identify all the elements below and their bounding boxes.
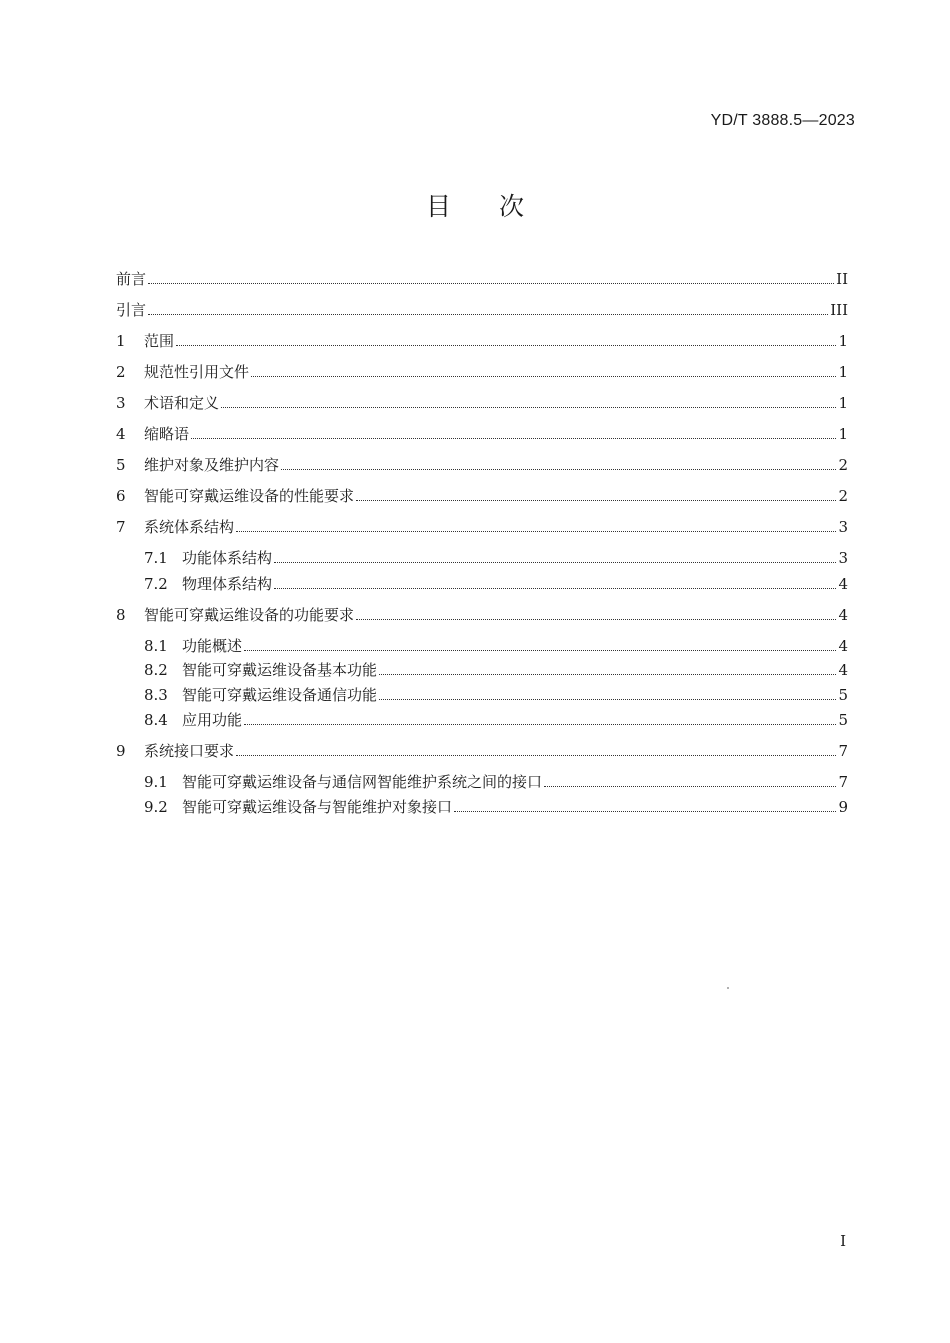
title-char-1: 目: [425, 192, 451, 221]
dot-leader: [176, 345, 836, 346]
page-number: I: [840, 1232, 846, 1250]
toc-entry[interactable]: [116, 392, 848, 414]
toc-subentry[interactable]: [144, 684, 848, 706]
toc-entry-label: 智能可穿戴运维设备通信功能: [182, 686, 378, 704]
toc-entry-number: 7: [116, 518, 126, 536]
document-code: YD/T 3888.5—2023: [710, 112, 855, 129]
toc-entry-page: 1: [838, 394, 848, 412]
toc-entry[interactable]: [116, 268, 848, 290]
toc-entry-page: 4: [838, 661, 848, 679]
dot-leader: [379, 699, 836, 700]
toc-entry-number: 8: [116, 606, 126, 624]
toc-subentry[interactable]: [144, 659, 848, 681]
toc-entry-label: 范围: [144, 332, 175, 350]
dot-leader: [454, 811, 836, 812]
toc-entry-page: 1: [838, 363, 848, 381]
toc-entry-page: 1: [838, 425, 848, 443]
toc-entry-page: 3: [838, 549, 848, 567]
toc-entry-label: 功能概述: [182, 637, 243, 655]
toc-subentry[interactable]: [144, 635, 848, 657]
dot-leader: [281, 469, 836, 470]
toc-entry-page: 1: [838, 332, 848, 350]
toc-entry-label: 智能可穿戴运维设备基本功能: [182, 661, 378, 679]
toc-entry-label: 智能可穿戴运维设备与智能维护对象接口: [182, 798, 453, 816]
toc-entry[interactable]: [116, 330, 848, 352]
toc-entry-label: 维护对象及维护内容: [144, 456, 280, 474]
toc-entry[interactable]: [116, 485, 848, 507]
toc-entry-number: 9: [116, 742, 126, 760]
toc-entry-page: 7: [838, 773, 848, 791]
toc-entry-number: 8.1: [144, 637, 168, 655]
toc-entry[interactable]: [116, 604, 848, 626]
dot-leader: [244, 650, 836, 651]
toc-entry-number: 1: [116, 332, 126, 350]
toc-entry-number: 7.2: [144, 575, 168, 593]
toc-subentry[interactable]: [144, 709, 848, 731]
toc-subentry[interactable]: [144, 771, 848, 793]
toc-entry[interactable]: [116, 740, 848, 762]
toc-entry-page: 5: [838, 686, 848, 704]
title-char-2: 次: [499, 192, 525, 221]
toc-entry-number: 9.2: [144, 798, 168, 816]
toc-entry-number: 3: [116, 394, 126, 412]
dot-leader: [148, 314, 828, 315]
toc-entry-label: 规范性引用文件: [144, 363, 250, 381]
toc-entry-label: 前言: [116, 270, 147, 288]
dot-leader: [356, 500, 836, 501]
toc-entry-number: 8.2: [144, 661, 168, 679]
dot-leader: [544, 786, 836, 787]
toc-subentry[interactable]: [144, 573, 848, 595]
toc-subentry[interactable]: [144, 547, 848, 569]
toc-entry[interactable]: [116, 454, 848, 476]
dot-leader: [191, 438, 836, 439]
toc-entry[interactable]: [116, 423, 848, 445]
toc-entry-label: 功能体系结构: [182, 549, 273, 567]
toc-entry-number: 8.4: [144, 711, 168, 729]
toc-entry[interactable]: [116, 516, 848, 538]
toc-entry-number: 6: [116, 487, 126, 505]
dot-leader: [274, 562, 836, 563]
toc-entry-label: 智能可穿戴运维设备与通信网智能维护系统之间的接口: [182, 773, 543, 791]
toc-entry-page: 5: [838, 711, 848, 729]
toc-entry-label: 术语和定义: [144, 394, 220, 412]
toc-entry-number: 7.1: [144, 549, 168, 567]
toc-entry-number: 5: [116, 456, 126, 474]
toc-entry-label: 智能可穿戴运维设备的功能要求: [144, 606, 355, 624]
dot-leader: [251, 376, 836, 377]
toc-entry-number: 9.1: [144, 773, 168, 791]
toc-entry-label: 物理体系结构: [182, 575, 273, 593]
toc-entry-number: 4: [116, 425, 126, 443]
dot-leader: [356, 619, 836, 620]
toc-entry-page: 7: [838, 742, 848, 760]
toc-entry-label: 系统接口要求: [144, 742, 235, 760]
toc-entry-label: 应用功能: [182, 711, 243, 729]
dot-leader: [236, 531, 836, 532]
toc-entry-page: 4: [838, 637, 848, 655]
toc-subentry[interactable]: [144, 796, 848, 818]
dot-leader: [148, 283, 834, 284]
toc-entry-page: 2: [838, 487, 848, 505]
page-title: [0, 187, 950, 223]
toc-entry-number: 8.3: [144, 686, 168, 704]
toc-entry-number: 2: [116, 363, 126, 381]
toc-entry-label: 系统体系结构: [144, 518, 235, 536]
toc-entry-page: 3: [838, 518, 848, 536]
toc-entry-page: III: [830, 301, 848, 319]
dot-leader: [221, 407, 836, 408]
toc-entry[interactable]: [116, 361, 848, 383]
toc-entry-label: 智能可穿戴运维设备的性能要求: [144, 487, 355, 505]
dot-leader: [244, 724, 836, 725]
dot-leader: [379, 674, 836, 675]
toc-entry-page: II: [836, 270, 848, 288]
toc-entry-page: 4: [838, 606, 848, 624]
toc-entry[interactable]: [116, 299, 848, 321]
toc-entry-page: 4: [838, 575, 848, 593]
scan-speck: [727, 987, 729, 989]
toc-entry-page: 2: [838, 456, 848, 474]
dot-leader: [236, 755, 836, 756]
toc-entry-label: 引言: [116, 301, 147, 319]
toc-entry-label: 缩略语: [144, 425, 190, 443]
toc-entry-page: 9: [838, 798, 848, 816]
dot-leader: [274, 588, 836, 589]
